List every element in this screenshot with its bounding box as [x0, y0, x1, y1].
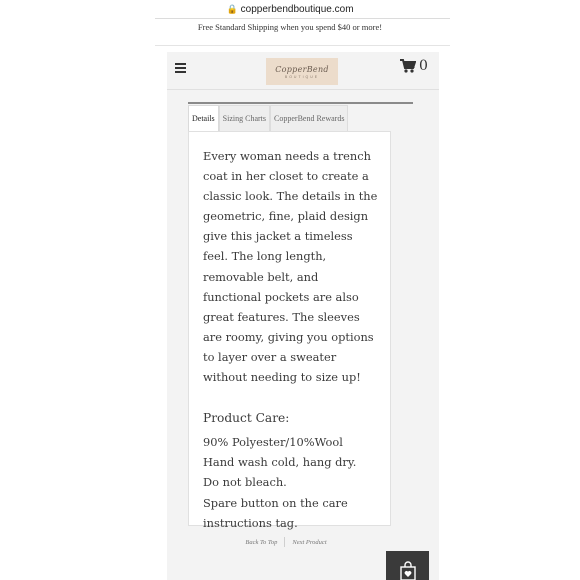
address-bar-divider	[155, 18, 450, 19]
product-care-title: Product Care:	[203, 411, 290, 426]
back-to-top-link[interactable]: Back To Top	[245, 538, 278, 546]
product-tabs	[188, 105, 348, 131]
tab-details[interactable]: Details	[188, 105, 219, 131]
tab-copperbend-rewards[interactable]: CopperBend Rewards	[270, 105, 348, 131]
logo-subtitle: BOUTIQUE	[284, 74, 320, 79]
tabs-top-border	[188, 102, 413, 104]
shopping-bag-heart-icon	[399, 561, 417, 580]
lock-icon: 🔒	[226, 3, 238, 14]
shipping-announcement: Free Standard Shipping when you spend $40 or more!	[197, 22, 383, 32]
details-panel	[188, 131, 391, 530]
shopping-cart-icon	[400, 59, 416, 73]
care-line: 90% Polyester/10%Wool	[203, 435, 343, 450]
product-footer-links	[167, 536, 405, 548]
care-line: Spare button on the care instructions tag.	[203, 495, 348, 530]
floating-bag-button[interactable]	[386, 551, 429, 580]
care-line: Do not bleach.	[203, 475, 287, 490]
announcement-divider	[155, 45, 450, 46]
url-text: copperbendboutique.com	[240, 3, 354, 15]
next-product-link[interactable]: Next Product	[292, 538, 327, 546]
product-description: Every woman needs a trench coat in her closet to create a classic look. The details in the geometric, fine, plaid design give this jacket a timeless feel. The long length, removable belt, and functional pockets are also great features. The sleeves are roomy, giving you options to layer over a sweater without needing to size up!	[203, 149, 378, 385]
footer-link-divider	[284, 537, 285, 547]
logo-script: CopperBend	[275, 64, 329, 74]
header-divider	[167, 89, 439, 90]
cart-count: 0	[419, 58, 428, 74]
care-line: Hand wash cold, hang dry.	[203, 455, 357, 470]
tab-sizing-charts[interactable]: Sizing Charts	[219, 105, 270, 131]
cart-button[interactable]	[400, 58, 428, 74]
spacer	[203, 387, 378, 408]
address-bar[interactable]	[0, 0, 580, 18]
hamburger-icon[interactable]	[175, 63, 186, 73]
store-logo[interactable]	[266, 58, 338, 85]
product-panel	[167, 52, 439, 580]
